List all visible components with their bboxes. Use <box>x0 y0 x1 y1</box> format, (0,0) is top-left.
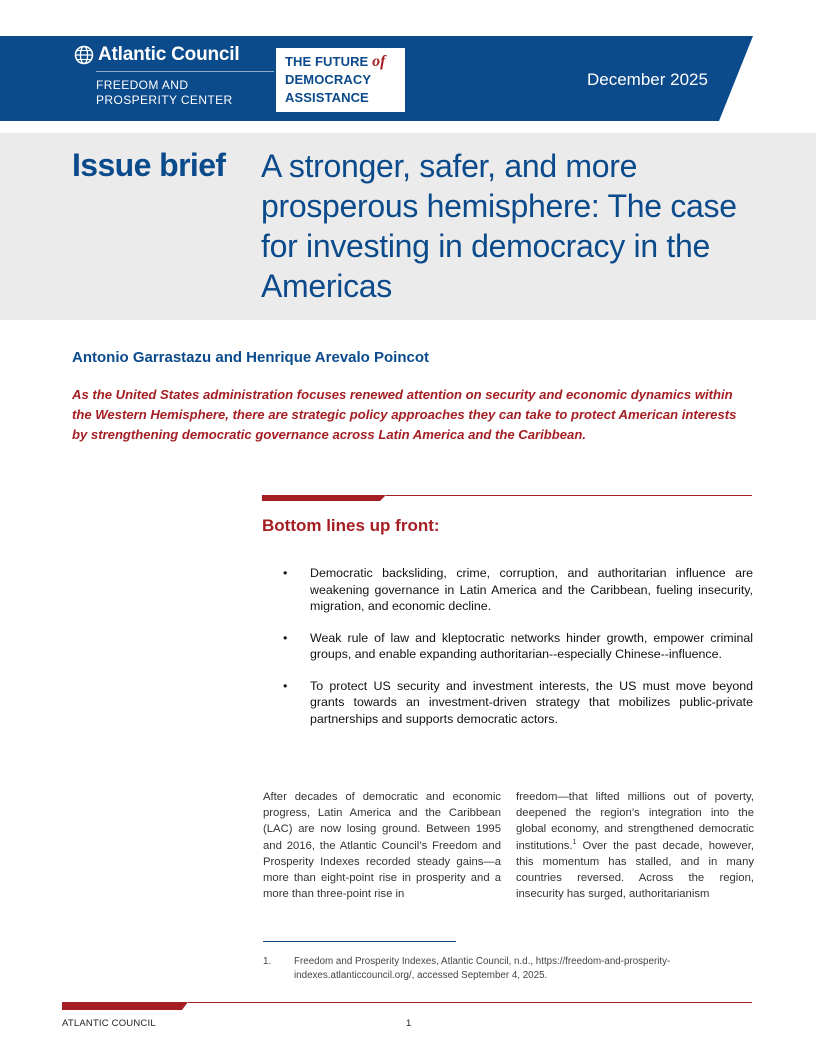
org-name: Atlantic Council <box>98 44 240 65</box>
footnote-ref-link[interactable]: 1 <box>572 838 577 846</box>
body-column-left: After decades of democratic and economic progress, Latin America and the Caribbean (LAC) are now losing ground. Between 1995 and 2016, the Atlantic Council’s Freedom and Prosperity Indexes recorded steady gains—a more than eight-point rise in prosperity and a more than three-point rise in <box>263 791 501 901</box>
footnote <box>263 955 756 983</box>
list-item <box>283 678 753 728</box>
center-name-line2: PROSPERITY CENTER <box>96 93 233 107</box>
bullet-icon: • <box>283 630 288 645</box>
publication-date: December 2025 <box>587 70 708 89</box>
bullet-text: Democratic backsliding, crime, corruption, and authoritarian influence are weakening governance in Latin America and the Caribbean, fueling insecurity, migration, and economic decline. <box>310 566 753 613</box>
center-name <box>96 78 274 108</box>
bullet-icon: • <box>283 566 288 580</box>
center-name-line1: FREEDOM AND <box>96 78 189 92</box>
authors: Antonio Garrastazu and Henrique Arevalo Poincot <box>72 349 429 366</box>
body-text-a: freedom—that lifted millions out of poverty, deepened the region’s integration into the global economy, and strengthened democratic institutions. <box>516 791 754 852</box>
bottom-lines-list <box>283 565 753 742</box>
brand-divider <box>96 71 274 72</box>
series-line3: ASSISTANCE <box>285 90 369 105</box>
series-of: of <box>372 53 386 70</box>
section-divider <box>262 495 752 501</box>
footnote-number: 1. <box>263 956 272 967</box>
series-line2: DEMOCRACY <box>285 72 372 87</box>
series-the-future: THE FUTURE <box>285 54 369 69</box>
brand-logo[interactable] <box>74 44 274 108</box>
page-title: A stronger, safer, and more prosperous hemisphere: The case for investing in democracy in the Americas <box>261 148 737 304</box>
bullet-text: Weak rule of law and kleptocratic networks hinder growth, empower criminal groups, and enable expanding authoritarian--especially Chinese--influence. <box>310 630 753 661</box>
body-text-b: Over the past decade, however, this momentum has stalled, and in many countries reversed. Across the region, insecurity has surged, authoritarianism <box>516 839 754 901</box>
body-column-right <box>516 789 754 902</box>
list-item <box>283 565 753 615</box>
footnote-text[interactable]: Freedom and Prosperity Indexes, Atlantic Council, n.d., https://freedom-and-prosperity-indexes.atlanticcouncil.org/, accessed September 4, 2025. <box>294 956 671 981</box>
footer-org-name: ATLANTIC COUNCIL <box>62 1018 156 1029</box>
page-number: 1 <box>406 1018 412 1029</box>
footer-divider <box>62 1002 752 1010</box>
bullet-text: To protect US security and investment interests, the US must move beyond grants towards an investment-driven strategy that mobilizes public-private partnerships and supports democratic actors. <box>310 678 753 726</box>
summary-paragraph: As the United States administration focuses renewed attention on security and economic dynamics within the Western Hemisphere, there are strategic policy approaches they can take to protect American interests by strengthening democratic governance across Latin America and the Caribbean. <box>72 387 737 442</box>
footnote-divider <box>263 941 456 942</box>
list-item <box>283 630 753 663</box>
series-badge <box>276 48 405 112</box>
bullet-icon: • <box>283 678 288 693</box>
issue-brief-label: Issue brief <box>72 147 226 183</box>
series-line1 <box>285 53 405 71</box>
section-heading: Bottom lines up front: <box>262 516 440 535</box>
globe-icon <box>74 45 94 65</box>
